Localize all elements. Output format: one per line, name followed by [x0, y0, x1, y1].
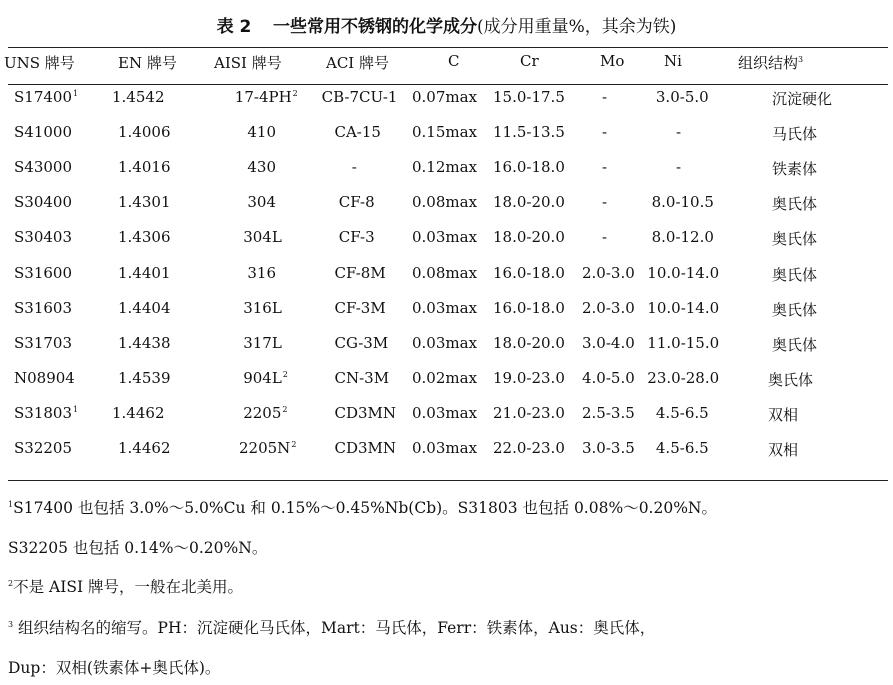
header-aisi: AISI 牌号: [214, 54, 282, 72]
header-cr: Cr: [520, 52, 539, 70]
table-row: S32205 1.4462 2205N 2 CD3MN 0.03max 22.0-23.0 3.0-3.5 4.5-6.5 双相: [14, 439, 799, 459]
header-rule: [8, 84, 888, 85]
cell-mo: -: [602, 88, 608, 106]
table-row: [0, 264, 893, 286]
table-row: [0, 123, 893, 145]
cell-en: 1.4462: [112, 403, 165, 422]
cell-mo: 2.5-3.5: [582, 403, 635, 422]
cell-mo: -: [602, 158, 608, 177]
cell-aci: CF-3M: [334, 298, 386, 317]
footnote-1: $^1$S17400 也包括 3.0%～5.0%Cu 和 0.15%～0.45%Nb(Cb)。S31803 也包括 0.08%～0.20%N。: [8, 499, 717, 517]
cell-en: 1.4301: [118, 193, 171, 212]
cell-uns: S32205: [14, 439, 72, 457]
cell-aci: CD3MN: [334, 403, 397, 422]
cell-ni: 8.0-12.0: [651, 228, 714, 247]
cell-cr: 19.0-23.0: [493, 368, 565, 387]
cell-en: 1.4016: [118, 158, 171, 177]
cell-aci: CF-8M: [334, 263, 386, 282]
cell-mo: 3.0-4.0: [582, 333, 635, 352]
table-heading: 一些常用不锈钢的化学成分: [272, 17, 477, 37]
table-unit-note: (成分用重量%，其余为铁): [476, 17, 677, 37]
cell-ni: -: [676, 158, 682, 177]
cell-structure: 马氏体: [772, 125, 818, 144]
cell-aisi: 2205N: [239, 439, 291, 457]
cell-ni: 8.0-10.5: [651, 193, 714, 212]
table-row: S31803 1 1.4462 2205 2 CD3MN 0.03max 21.0-23.0 2.5-3.5 4.5-6.5 双相: [14, 403, 799, 424]
cell-aisi: 2205: [243, 403, 282, 422]
cell-aci: CN-3M: [334, 368, 390, 387]
cell-c: 0.07max: [412, 88, 478, 106]
cell-uns: S31600: [14, 263, 72, 282]
cell-en: 1.4006: [118, 123, 171, 142]
table-header: [0, 52, 893, 74]
cell-aci: CD3MN: [334, 439, 397, 457]
table-row: [0, 193, 893, 215]
cell-mo: 4.0-5.0: [582, 368, 635, 387]
cell-structure: 奥氏体: [772, 195, 818, 214]
footnote-3-cont: Dup：双相(铁素体+奥氏体)。: [8, 659, 221, 677]
table-number: 表 2: [216, 17, 252, 37]
footnote-1-cont: S32205 也包括 0.14%～0.20%N。: [8, 539, 268, 557]
cell-ni: 10.0-14.0: [647, 263, 720, 282]
cell-ni: 3.0-5.0: [655, 88, 709, 106]
cell-structure: 奥氏体: [772, 300, 818, 319]
table-row: [0, 158, 893, 180]
table-row: N08904 1.4539 904L 2 CN-3M 0.02max 19.0-23.0 4.0-5.0 23.0-28.0 奥氏体: [14, 368, 814, 389]
cell-cr: 16.0-18.0: [493, 158, 565, 177]
cell-c: 0.08max: [412, 263, 478, 282]
cell-structure: 奥氏体: [768, 370, 814, 389]
cell-uns: S31603: [14, 298, 72, 317]
cell-cr: 18.0-20.0: [493, 228, 565, 247]
cell-c: 0.03max: [412, 403, 478, 422]
cell-aisi: 430: [247, 158, 277, 177]
cell-ni: 23.0-28.0: [647, 368, 720, 387]
cell-uns: S30403: [14, 228, 72, 247]
cell-ni: -: [676, 123, 682, 142]
cell-ni: 4.5-6.5: [655, 439, 709, 457]
header-ni: Ni: [664, 52, 682, 70]
cell-en: 1.4462: [118, 439, 171, 457]
cell-uns: S41000: [14, 123, 72, 142]
footnote-3: $^3$ 组织结构名的缩写。PH：沉淀硬化马氏体，Mart：马氏体，Ferr：铁素体，Aus：奥氏体，: [8, 619, 656, 637]
cell-aisi: 316: [247, 263, 277, 282]
header-structure: 组织结构$^3$: [738, 54, 804, 72]
cell-ni: 11.0-15.0: [647, 333, 720, 352]
cell-c: 0.03max: [412, 333, 478, 352]
header-c: C: [448, 52, 460, 70]
cell-cr: 18.0-20.0: [493, 333, 565, 352]
cell-uns: S31803: [14, 403, 72, 422]
table-row: [0, 228, 893, 250]
cell-cr: 21.0-23.0: [493, 403, 565, 422]
cell-cr: 22.0-23.0: [493, 439, 565, 457]
cell-structure: 沉淀硬化: [772, 90, 833, 108]
cell-aisi: 904L: [243, 368, 282, 387]
cell-mo: 3.0-3.5: [582, 439, 635, 457]
cell-c: 0.03max: [412, 298, 478, 317]
cell-en: 1.4542: [112, 88, 165, 106]
header-aci: ACI 牌号: [326, 54, 390, 72]
cell-en: 1.4404: [118, 298, 171, 317]
cell-en: 1.4539: [118, 368, 171, 387]
header-uns: UNS 牌号: [4, 54, 75, 72]
header-en: EN 牌号: [118, 54, 177, 72]
cell-c: 0.03max: [412, 228, 478, 247]
cell-structure: 铁素体: [772, 160, 818, 179]
cell-en: 1.4438: [118, 333, 171, 352]
top-rule: [8, 47, 888, 48]
cell-uns: S31703: [14, 333, 72, 352]
cell-aisi: 316L: [243, 298, 282, 317]
table-row: [0, 334, 893, 356]
cell-mo: 2.0-3.0: [582, 298, 635, 317]
cell-cr: 16.0-18.0: [493, 298, 565, 317]
cell-aisi: 304: [247, 193, 277, 212]
cell-uns: S30400: [14, 193, 72, 212]
cell-mo: -: [602, 193, 608, 212]
cell-aisi: 17-4PH: [234, 88, 292, 106]
cell-aisi: 304L: [243, 228, 282, 247]
cell-c: 0.02max: [412, 368, 478, 387]
cell-ni: 4.5-6.5: [655, 403, 709, 422]
cell-c: 0.03max: [412, 439, 478, 457]
table-row: S17400 1 1.4542 17-4PH 2 CB-7CU-1 0.07max 15.0-17.5 - 3.0-5.0 沉淀硬化: [14, 88, 833, 108]
cell-mo: 2.0-3.0: [582, 263, 635, 282]
header-mo: Mo: [600, 52, 625, 70]
cell-uns: N08904: [14, 368, 75, 387]
cell-structure: 奥氏体: [772, 230, 818, 249]
cell-en: 1.4306: [118, 228, 171, 247]
table-title: [0, 12, 893, 37]
cell-c: 0.08max: [412, 193, 478, 212]
cell-structure: 奥氏体: [772, 265, 818, 284]
cell-c: 0.12max: [412, 158, 478, 177]
cell-aci: CA-15: [334, 123, 381, 142]
cell-mo: -: [602, 123, 608, 142]
cell-uns: S43000: [14, 158, 72, 177]
cell-aci: CG-3M: [334, 333, 389, 352]
cell-aci: CF-8: [338, 193, 375, 212]
footnote-2: $^2$不是 AISI 牌号，一般在北美用。: [8, 578, 244, 596]
cell-c: 0.15max: [412, 123, 478, 142]
cell-aci: CB-7CU-1: [321, 88, 398, 106]
cell-structure: 双相: [768, 441, 799, 459]
cell-aci: CF-3: [338, 228, 375, 247]
cell-cr: 16.0-18.0: [493, 263, 565, 282]
cell-aci: -: [351, 158, 357, 177]
cell-structure: 双相: [768, 405, 799, 424]
bottom-rule: [8, 480, 888, 481]
cell-uns: S17400: [14, 88, 72, 106]
table-row: [0, 299, 893, 321]
cell-ni: 10.0-14.0: [647, 298, 720, 317]
cell-mo: -: [602, 228, 608, 247]
cell-en: 1.4401: [118, 263, 171, 282]
cell-structure: 奥氏体: [772, 335, 818, 354]
cell-cr: 15.0-17.5: [493, 88, 565, 106]
cell-aisi: 317L: [243, 333, 282, 352]
cell-cr: 11.5-13.5: [493, 123, 565, 142]
cell-cr: 18.0-20.0: [493, 193, 565, 212]
cell-aisi: 410: [247, 123, 277, 142]
